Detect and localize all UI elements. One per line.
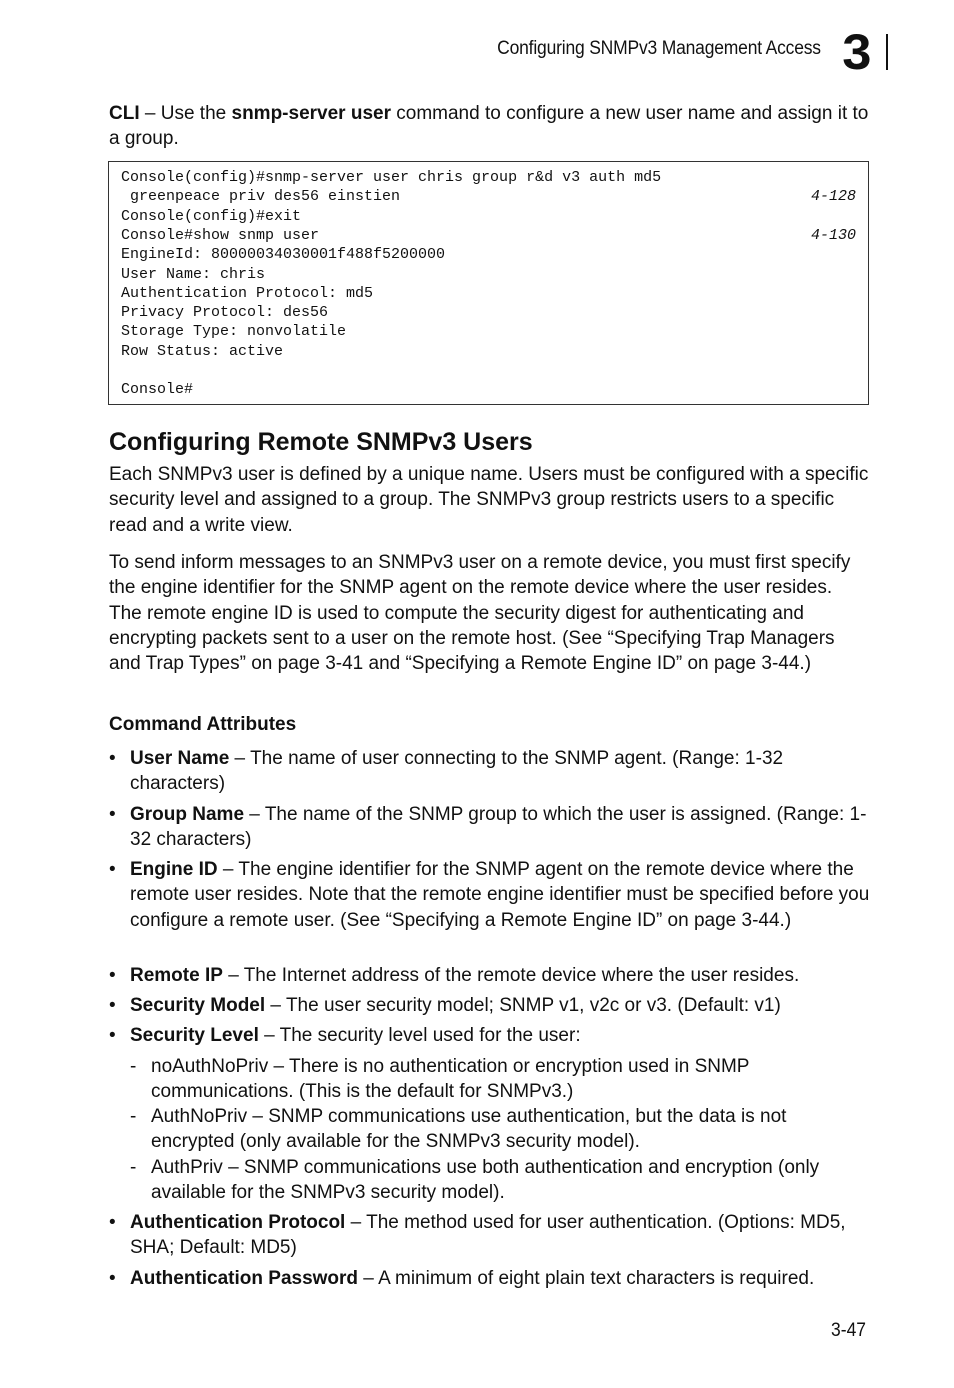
dash-marker: - — [130, 1056, 137, 1077]
chapter-number: 3 — [842, 24, 872, 80]
attribute-desc: – The name of the SNMP group to which the user is assigned. (Range: 1-32 characters) — [130, 804, 867, 851]
security-level-desc: AuthPriv – SNMP communications use both authentication and encryption (only available for the SNMPv3 security model). — [151, 1157, 820, 1204]
dash-marker: - — [130, 1157, 137, 1178]
attribute-group-name — [109, 802, 879, 853]
cli-intro — [109, 101, 869, 152]
attribute-authentication-password — [109, 1266, 879, 1291]
bullet-marker: • — [109, 1268, 116, 1289]
page-number: 3-47 — [831, 1320, 866, 1341]
attribute-desc: – The method used for user authentication. (Options: MD5, SHA; Default: MD5) — [130, 1212, 846, 1259]
code-line: Authentication Protocol: md5 — [121, 284, 374, 302]
attribute-term: Authentication Protocol — [130, 1212, 346, 1233]
attribute-desc: – The Internet address of the remote device where the user resides. — [222, 965, 800, 986]
bullet-marker: • — [109, 748, 116, 769]
section-heading: Configuring Remote SNMPv3 Users — [109, 428, 533, 456]
code-line: Privacy Protocol: des56 — [121, 304, 329, 322]
bullet-marker: • — [109, 965, 116, 986]
code-line: User Name: chris — [121, 265, 266, 283]
bullet-marker: • — [109, 1025, 116, 1046]
cli-intro-text-a: – Use the — [139, 103, 232, 124]
attribute-desc: – The engine identifier for the SNMP agent on the remote device where the remote user resides. Note that the remote engine identifier must be specified before you configure a remote user. (See “Specifying a Remote Engine ID” on page 3-44.) — [130, 859, 870, 931]
command-attributes-heading: Command Attributes — [109, 714, 297, 735]
attribute-remote-ip — [109, 963, 879, 988]
code-line: EngineId: 80000034030001f488f5200000 — [121, 246, 446, 264]
attribute-term: Engine ID — [130, 859, 218, 880]
attribute-authentication-protocol — [109, 1210, 879, 1261]
security-level-authnopriv — [130, 1104, 875, 1155]
running-header-title: Configuring SNMPv3 Management Access — [497, 38, 821, 59]
code-line: Storage Type: nonvolatile — [121, 323, 347, 341]
attribute-desc: – The user security model; SNMP v1, v2c or v3. (Default: v1) — [265, 995, 781, 1016]
security-level-desc: AuthNoPriv – SNMP communications use authentication, but the data is not encrypted (only available for the SNMPv3 security model). — [151, 1106, 787, 1153]
attribute-term: Group Name — [130, 804, 245, 825]
bullet-marker: • — [109, 859, 116, 880]
attribute-engine-id — [109, 857, 879, 933]
code-line: Console#show snmp user — [121, 226, 320, 244]
code-line: Console(config)#snmp-server user chris group r&d v3 auth md5 — [121, 169, 662, 186]
attribute-user-name — [109, 746, 879, 797]
code-line: greenpeace priv des56 einstien — [121, 188, 401, 206]
attribute-security-model — [109, 993, 879, 1018]
security-level-noauthnopriv — [130, 1054, 875, 1105]
code-line: Console(config)#exit — [121, 207, 302, 225]
bullet-marker: • — [109, 995, 116, 1016]
bullet-marker: • — [109, 1212, 116, 1233]
code-page-ref: 4-128 — [810, 188, 856, 206]
attribute-security-level — [109, 1023, 879, 1048]
attribute-desc: – A minimum of eight plain text characters is required. — [358, 1268, 815, 1289]
cli-label: CLI — [109, 103, 140, 124]
attribute-term: User Name — [130, 748, 230, 769]
code-line: Console# — [121, 381, 194, 399]
attribute-term: Remote IP — [130, 965, 223, 986]
remote-engine-paragraph: To send inform messages to an SNMPv3 user on a remote device, you must first specify the engine identifier for the SNMP agent on the remote device where the user resides. The remote engine ID is used to compute the security digest for authenticating and encrypting packets sent to a user on the remote host. (See “Specifying Trap Managers and Trap Types” on page 3-41 and “Specifying a Remote Engine ID” on page 3-44.) — [109, 552, 851, 675]
bullet-marker: • — [109, 804, 116, 825]
attribute-term: Security Level — [130, 1025, 259, 1046]
attribute-desc: – The security level used for the user: — [258, 1025, 581, 1046]
security-level-desc: noAuthNoPriv – There is no authentication or encryption used in SNMP communications. (This is the default for SNMPv3.) — [151, 1056, 750, 1103]
code-example — [108, 161, 869, 405]
attribute-term: Security Model — [130, 995, 266, 1016]
code-page-ref: 4-130 — [810, 226, 856, 244]
dash-marker: - — [130, 1106, 137, 1127]
attribute-desc: – The name of user connecting to the SNMP agent. (Range: 1-32 characters) — [130, 748, 784, 795]
security-level-authpriv — [130, 1155, 875, 1206]
intro-paragraph: Each SNMPv3 user is defined by a unique name. Users must be configured with a specific security level and assigned to a group. The SNMPv3 group restricts users to a specific read and a write view. — [109, 464, 869, 536]
cli-command: snmp-server user — [231, 103, 391, 124]
attribute-term: Authentication Password — [130, 1268, 359, 1289]
cli-intro-text-b: command to configure a new user name and assign it to a group. — [109, 103, 869, 150]
code-line: Row Status: active — [121, 342, 284, 360]
chapter-rule — [886, 34, 888, 70]
